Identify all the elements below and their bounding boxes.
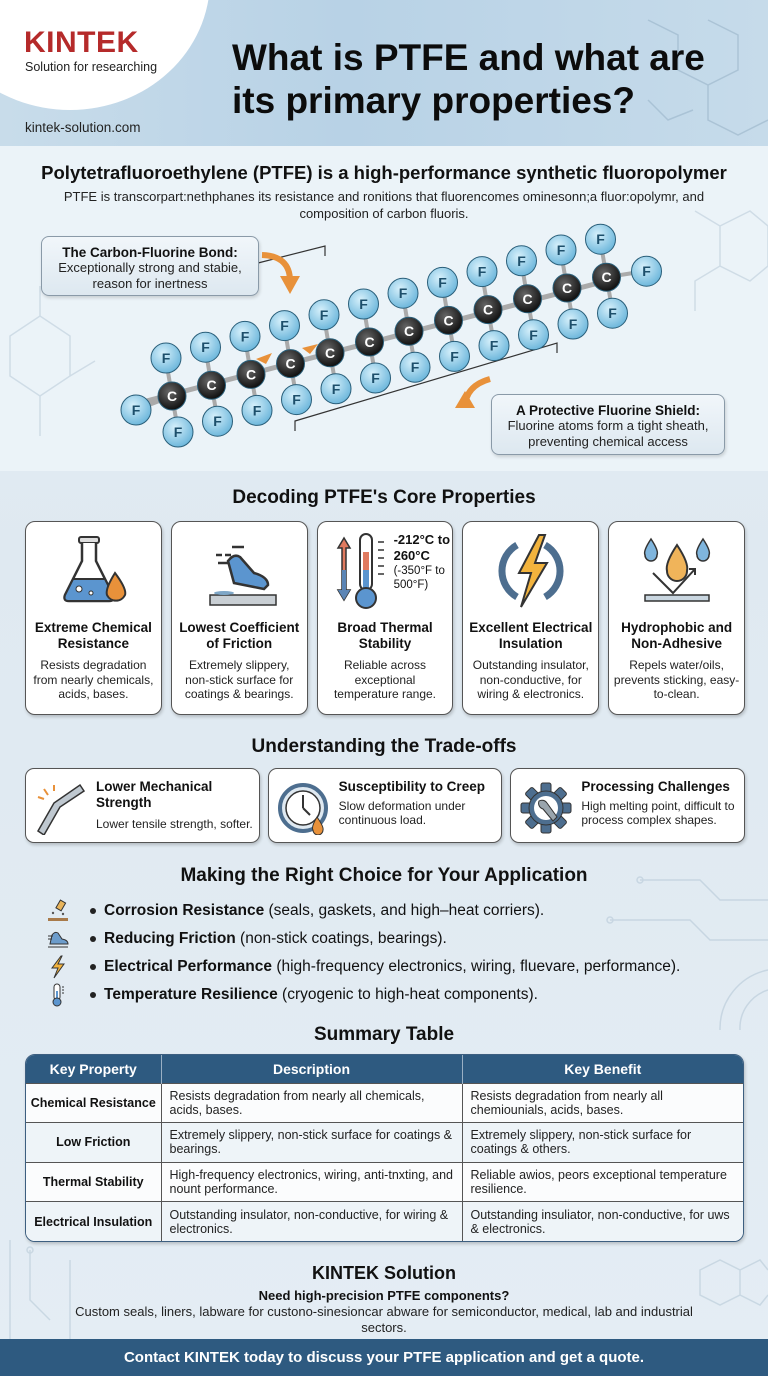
benefit-cell: Extremely slippery, non-stick surface for coatings & others. <box>462 1123 743 1163</box>
svg-text:F: F <box>438 274 447 291</box>
lightning-icon <box>44 954 72 980</box>
application-label: Corrosion Resistance <box>104 902 265 919</box>
application-detail: (seals, gaskets, and high–heat corriers). <box>264 902 545 919</box>
svg-text:F: F <box>517 252 526 269</box>
site-url-link[interactable]: kintek-solution.com <box>25 120 141 135</box>
svg-text:F: F <box>331 380 341 397</box>
benefit-cell: Resists degradation from nearly all chemiounials, acids, bases. <box>462 1083 743 1123</box>
property-title: Hydrophobic and Non-Adhesive <box>621 620 733 651</box>
property-card-hydrophobic <box>608 521 745 715</box>
benefit-cell: Outstanding insuliator, non-conductive, for uws & electronics. <box>462 1202 743 1241</box>
svg-text:F: F <box>161 350 171 366</box>
application-detail: (non-stick coatings, bearings). <box>235 930 447 947</box>
application-detail: (high-frequency electronics, wiring, fluevare, performance). <box>272 958 681 975</box>
tradeoff-title: Lower Mechanical Strength <box>96 779 213 810</box>
application-item-corrosion <box>44 897 744 925</box>
property-description: Extremely slippery, non-stick surface for coatings & bearings. <box>184 658 294 701</box>
svg-text:F: F <box>213 413 222 430</box>
brand-tagline: Solution for researching <box>25 60 158 74</box>
svg-text:C: C <box>403 323 415 340</box>
svg-text:F: F <box>489 337 499 354</box>
svg-text:C: C <box>206 377 217 394</box>
key-property-cell: Thermal Stability <box>26 1162 161 1202</box>
bullet <box>90 908 96 914</box>
temp-range-fahrenheit: (-350°F to 500°F) <box>393 565 445 591</box>
water-drops-icon <box>637 531 717 611</box>
table-row <box>26 1162 743 1202</box>
properties-heading: Decoding PTFE's Core Properties <box>232 487 536 508</box>
svg-text:F: F <box>477 263 487 280</box>
svg-text:F: F <box>252 402 262 419</box>
property-description: Outstanding insulator, non-conductive, for wiring & electronics. <box>472 658 589 701</box>
svg-text:F: F <box>410 359 420 376</box>
intro-heading: Polytetrafluoroethylene (PTFE) is a high-performance synthetic fluoropolymer <box>41 162 727 183</box>
application-item-electrical <box>44 953 744 981</box>
svg-text:F: F <box>556 242 566 258</box>
property-card-chemical <box>25 521 162 715</box>
property-card-thermal <box>317 521 454 715</box>
corrosion-icon <box>44 898 72 924</box>
key-property-cell: Electrical Insulation <box>26 1202 161 1241</box>
svg-text:C: C <box>601 269 612 286</box>
summary-table <box>25 1054 744 1242</box>
svg-text:F: F <box>131 402 141 418</box>
svg-text:F: F <box>319 306 329 323</box>
svg-text:F: F <box>596 231 605 248</box>
property-card-friction <box>171 521 308 715</box>
svg-text:F: F <box>201 339 210 356</box>
svg-text:C: C <box>166 388 178 404</box>
flask-icon <box>53 531 133 611</box>
column-header: Key Benefit <box>462 1055 743 1083</box>
tradeoffs-heading: Understanding the Trade-offs <box>251 736 517 757</box>
temp-range-celsius: -212°C to 260°C <box>393 532 451 563</box>
svg-text:F: F <box>398 285 408 302</box>
svg-text:C: C <box>561 280 573 296</box>
property-description: Resists degradation from nearly chemicals, acids, bases. <box>33 658 154 701</box>
footer-subtitle: Need high-precision PTFE components? <box>258 1288 510 1303</box>
carbon-fluorine-bond-callout <box>41 236 259 296</box>
svg-text:C: C <box>522 290 533 307</box>
description-cell: Extremely slippery, non-stick surface for coatings & bearings. <box>161 1123 462 1163</box>
bullet <box>90 964 96 970</box>
contact-cta-banner[interactable]: Contact KINTEK today to discuss your PTFE application and get a quote. <box>0 1339 768 1376</box>
page-title: What is PTFE and what are its primary properties? <box>232 37 705 121</box>
brand-logo[interactable]: KINTEK <box>24 26 139 59</box>
thermometer-icon <box>334 530 390 612</box>
table-row <box>26 1123 743 1163</box>
property-description: Repels water/oils, prevents sticking, easy-to-clean. <box>613 658 740 701</box>
bullet <box>90 936 96 942</box>
svg-text:F: F <box>450 348 459 365</box>
application-label: Electrical Performance <box>104 958 273 975</box>
bullet <box>90 992 96 998</box>
gear-wrench-icon <box>519 781 573 835</box>
svg-text:C: C <box>245 366 257 383</box>
property-title: Extreme Chemical Resistance <box>34 620 152 651</box>
tradeoff-description: Lower tensile strength, softer. <box>96 817 253 831</box>
application-item-temperature <box>44 981 744 1009</box>
svg-text:C: C <box>364 334 375 350</box>
intro-section <box>0 146 768 471</box>
property-title: Broad Thermal Stability <box>337 620 433 651</box>
applications-list <box>44 897 744 1009</box>
application-label: Reducing Friction <box>104 930 236 947</box>
table-row <box>26 1202 743 1241</box>
key-property-cell: Chemical Resistance <box>26 1083 161 1123</box>
tradeoff-title: Susceptibility to Creep <box>338 779 485 794</box>
clock-drip-icon <box>277 781 331 835</box>
svg-text:F: F <box>529 326 538 343</box>
callout-text: Exceptionally strong and stabie, reason for inertness <box>58 260 242 291</box>
svg-text:F: F <box>173 424 183 440</box>
sliding-shoe-icon <box>194 531 284 611</box>
property-description: Reliable across exceptional temperature range. <box>333 658 437 701</box>
svg-text:C: C <box>285 355 296 372</box>
applications-heading: Making the Right Choice for Your Application <box>180 865 588 886</box>
tradeoff-description: High melting point, difficult to process complex shapes. <box>581 799 735 827</box>
tradeoffs-grid <box>25 768 745 843</box>
application-item-friction <box>44 925 744 953</box>
thermometer-icon <box>44 982 72 1008</box>
tradeoff-card-creep <box>268 768 503 843</box>
svg-text:F: F <box>371 370 380 386</box>
application-label: Temperature Resilience <box>104 986 278 1003</box>
column-header: Description <box>161 1055 462 1083</box>
callout-title: The Carbon-Fluorine Bond: <box>62 245 238 260</box>
description-cell: Outstanding insulator, non-conductive, for wiring & electronics. <box>161 1202 462 1241</box>
tradeoff-description: Slow deformation under continuous load. <box>338 799 466 827</box>
lightning-icon <box>491 531 571 611</box>
description-cell: Resists degradation from nearly all chemicals, acids, bases. <box>161 1083 462 1123</box>
svg-text:C: C <box>443 312 454 329</box>
tradeoff-title: Processing Challenges <box>581 779 730 794</box>
property-title: Excellent Electrical Insulation <box>469 620 593 651</box>
svg-text:F: F <box>568 316 578 332</box>
callout-title: A Protective Fluorine Shield: <box>515 403 701 418</box>
svg-text:F: F <box>292 391 301 408</box>
tradeoff-card-strength <box>25 768 260 843</box>
svg-text:F: F <box>240 328 250 345</box>
description-cell: High-frequency electronics, wiring, anti-tnxting, and nount performance. <box>161 1162 462 1202</box>
svg-text:C: C <box>482 301 494 318</box>
property-title: Lowest Coefficient of Friction <box>179 620 300 651</box>
bent-rod-icon <box>34 781 88 835</box>
fluorine-shield-callout <box>491 394 725 455</box>
benefit-cell: Reliable awios, peors exceptional temperature resilience. <box>462 1162 743 1202</box>
column-header: Key Property <box>26 1055 161 1083</box>
svg-text:C: C <box>324 344 336 361</box>
tradeoff-card-processing <box>510 768 745 843</box>
footer-brand-title: KINTEK Solution <box>312 1263 456 1283</box>
svg-text:F: F <box>359 296 368 312</box>
svg-text:F: F <box>642 263 651 280</box>
svg-text:F: F <box>608 305 617 322</box>
intro-description: PTFE is transcorpart:nethphanes its resistance and ronitions that fluorencomes ominesonn;a fluor:opolymr, and composition of carbon fluoris. <box>63 189 705 221</box>
application-detail: (cryogenic to high-heat components). <box>277 986 538 1003</box>
key-property-cell: Low Friction <box>26 1123 161 1163</box>
temperature-range <box>394 532 460 592</box>
property-card-electrical <box>462 521 599 715</box>
header-banner <box>0 0 768 146</box>
properties-grid <box>25 521 745 715</box>
svg-text:F: F <box>280 317 289 334</box>
summary-table-heading: Summary Table <box>313 1024 455 1045</box>
table-header-row <box>26 1055 743 1083</box>
table-row <box>26 1083 743 1123</box>
footer-description: Custom seals, liners, labware for custono-sinesioncar abware for semiconductor, medical, lab and industrial sectors. <box>75 1304 693 1335</box>
callout-text: Fluorine atoms form a tight sheath, preventing chemical access <box>507 418 709 449</box>
shoe-icon <box>44 926 72 952</box>
